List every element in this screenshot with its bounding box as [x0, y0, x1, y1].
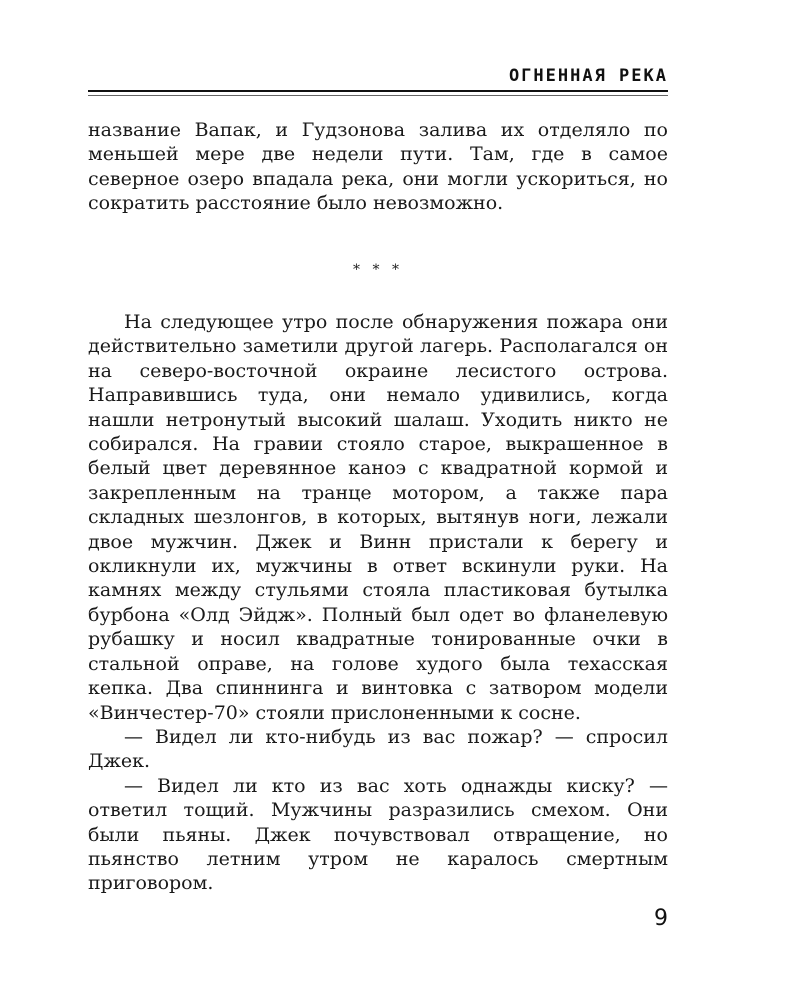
paragraph: На следующее утро после обнаружения пожара они действительно заметили другой лагерь. Располагался он на северо-восточной окраине лесистого острова. Направившись туда, они немало удивились, когда нашли нетронутый высокий шалаш. Уходить никто не собирался. На гравии стояло старое, выкрашенное в белый цвет деревянное каноэ с квадратной кормой и закрепленным на транце мотором, а также пара складных шезлонгов, в которых, вытянув ноги, лежали двое мужчин. Джек и Винн пристали к берегу и окликнули их, мужчины в ответ вскинули руки. На камнях между стульями стояла пластиковая бутылка бурбона «Олд Эйдж». Полный был одет во фланелевую рубашку и носил квадратные тонированные очки в стальной оправе, на голове худого была техасская кепка. Два спиннинга и винтовка с затвором модели «Винчестер-70» стояли прислоненными к сосне. [88, 311, 668, 724]
main-text-block [88, 310, 668, 896]
running-title: ОГНЕННАЯ РЕКА [508, 66, 668, 86]
header-rule-thin [88, 95, 668, 96]
continued-paragraph: название Вапак, и Гудзонова залива их отделяло по меньшей мере две недели пути. Там, где в самое северное озеро впадала река, они могли ускориться, но сократить расстояние было невозможно. [88, 119, 668, 215]
section-separator: * * * [353, 262, 403, 278]
header-rule [88, 90, 668, 92]
page-number: 9 [654, 906, 668, 931]
paragraph: — Видел ли кто-нибудь из вас пожар? — спросил Джек. [88, 725, 668, 773]
continued-paragraph-block [88, 118, 668, 216]
paragraph: — Видел ли кто из вас хоть однажды киску? — ответил тощий. Мужчины разразились смехом. Они были пьяны. Джек почувствовал отвращение, но пьянство летним утром не каралось смертным приговором. [88, 774, 668, 895]
